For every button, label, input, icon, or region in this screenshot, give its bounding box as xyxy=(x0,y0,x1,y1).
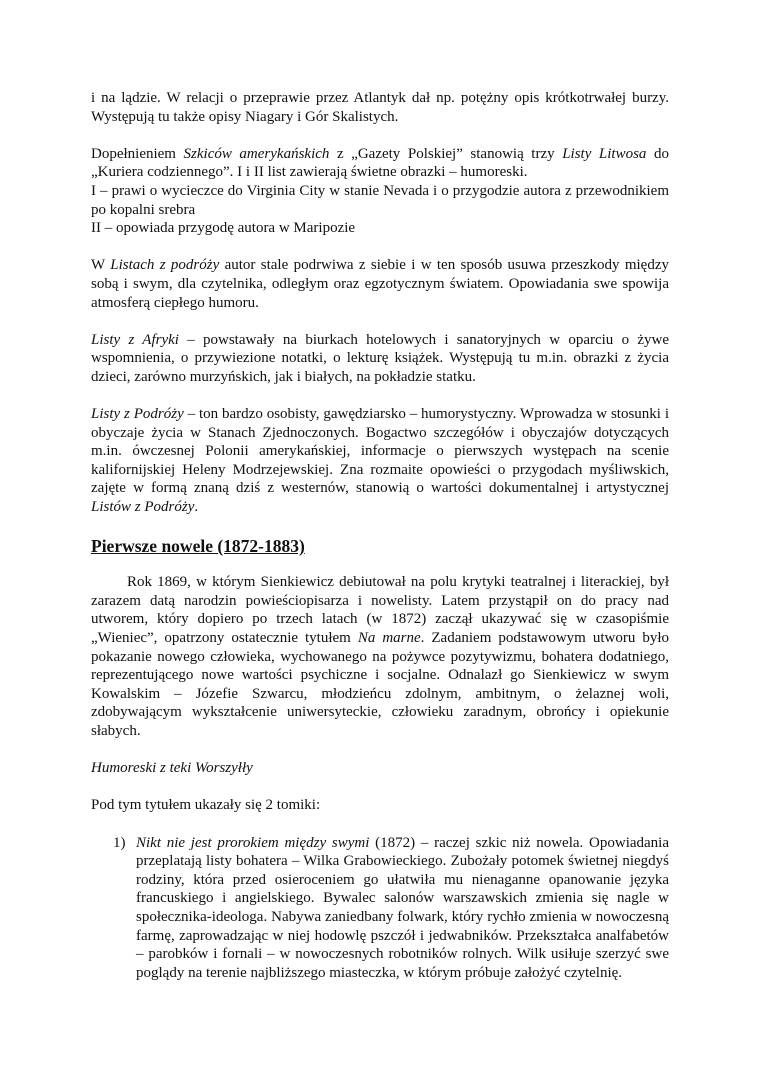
text: W xyxy=(91,257,111,274)
list-item xyxy=(91,834,669,983)
subheading-humoreski xyxy=(91,759,669,778)
paragraph-listy-z-podrozy-2 xyxy=(91,405,669,517)
text: z „Gazety Polskiej” stanowią trzy xyxy=(329,145,563,162)
paragraph-atlantyk: i na lądzie. W relacji o przeprawie przez Atlantyk dał np. potężny opis krótkotrwałej burzy. Występują tu także opisy Niagary i Gór Skalistych. xyxy=(91,90,669,125)
document-page xyxy=(91,89,669,982)
section-heading: Pierwsze nowele (1872-1883) xyxy=(91,536,305,557)
text: . xyxy=(194,499,199,516)
paragraph-tomiki: Pod tym tytułem ukazały się 2 tomiki: xyxy=(91,797,321,814)
spacer xyxy=(91,126,669,145)
text: – powstawały na biurkach hotelowych i sanatoryjnych w oparciu o żywe wspomnienia, o przywiezione notatki, o lekturę książek. Występują tu m.in. obrazki z życia dzieci, zarówno murzyńskich, jak i białych, na pokładzie statku. xyxy=(91,331,669,385)
italic-title: Listach z podróży xyxy=(110,257,220,274)
list-number: 1) xyxy=(113,834,126,851)
spacer xyxy=(91,815,669,834)
paragraph-listy-z-podrozy xyxy=(91,256,669,312)
italic-title: Listy z Afryki xyxy=(91,331,179,348)
italic-title: Na marne xyxy=(357,630,421,647)
paragraph-szkice xyxy=(91,145,669,182)
text: Rok 1869, w którym Sienkiewicz debiutował na polu krytyki teatralnej i literackiej, był zarazem datą narodzin powieściopisarza i nowelisty. Latem przystąpił on do pracy nad utworem, który dopiero po trzech latach (w 1872) zaczął ukazywać się w czasopiśmie „Wieniec”, opatrzony ostatecznie tytułem xyxy=(91,574,669,647)
paragraph-list-two: II – opowiada przygodę autora w Maripozie xyxy=(91,220,356,237)
spacer xyxy=(91,238,669,257)
spacer xyxy=(91,517,669,536)
paragraph-listy-z-afryki xyxy=(91,331,669,387)
text: do „Kuriera codziennego”. I i II list zawierają świetne obrazki – humoreski. xyxy=(91,145,669,181)
spacer xyxy=(91,312,669,331)
paragraph-list-one: I – prawi o wycieczce do Virginia City w stanie Nevada i o przygodzie autora z przewodnikiem po kopalni srebra xyxy=(91,182,669,218)
spacer xyxy=(91,741,669,760)
text: – ton bardzo osobisty, gawędziarsko – humorystyczny. Wprowadza w stosunki i obyczaje życia w Stanach Zjednoczonych. Bogactwo szczegółów i obyczajów dotyczących m.in. ówczesnej Polonii amerykańskiej, informacje o pierwszych występach na scenie kalifornijskiej Heleny Modrzejewskiej. Zna rozmaite opowieści o przygodach myśliwskich, zajęte w formą znaną dziś z westernów, stanowią o wartości dokumentalnej i artystycznej xyxy=(91,406,669,497)
italic-title: Listów z Podróży xyxy=(91,499,195,516)
paragraph-rok-1869 xyxy=(91,573,669,740)
text: (1872) – raczej szkic niż nowela. Opowiadania przeplatają listy bohatera – Wilka Grabowieckiego. Zubożały potomek świetnej niegdyś rodziny, która przed osieroceniem go ułatwiła mu nienaganne opanowanie języka francuskiego i angielskiego. Bywalec salonów warszawskich zmienia się nagle w społecznika-ideologa. Nabywa zaniedbany folwark, który rychło zmienia w nowoczesną farmę, zaprowadzając w niej hodowlę pszczół i jedwabników. Przekształca analfabetów – parobków i fornali – w nowoczesnych robotników rolnych. Wilk usiłuje szerzyć swe poglądy na terenie najbliższego miasteczka, w którym próbuje założyć czytelnię. xyxy=(136,834,670,981)
italic-title: Szkiców amerykańskich xyxy=(183,145,330,162)
list-item-text xyxy=(136,834,669,983)
text: Dopełnieniem xyxy=(91,145,184,162)
italic-title: Listy z Podróży xyxy=(91,406,184,423)
spacer xyxy=(91,387,669,406)
spacer xyxy=(91,778,669,797)
italic-title: Listy Litwosa xyxy=(562,145,647,162)
text: autor stale podrwiwa z siebie i w ten sposób usuwa przeszkody między sobą i swym, dla czytelnika, odległym oraz egzotycznym światem. Opowiadania swe spowija atmosferą ciepłego humoru. xyxy=(91,257,669,311)
italic-title: Humoreski z teki Worszyłły xyxy=(91,760,253,777)
italic-title: Nikt nie jest prorokiem między swymi xyxy=(136,834,370,851)
text: . Zadaniem podstawowym utworu było pokazanie nowego człowieka, wychowanego na pożywce pozytywizmu, bohatera dodatniego, reprezentującego nowe wartości psychiczne i socjalne. Odnalazł go Sienkiewicz w swym Kowalskim – Józefie Szwarcu, młodzieńcu zdolnym, ambitnym, o żelaznej woli, zdobywającym wykształcenie uniwersyteckie, człowieku zaradnym, obrońcy i opiekunie słabych. xyxy=(91,630,669,739)
